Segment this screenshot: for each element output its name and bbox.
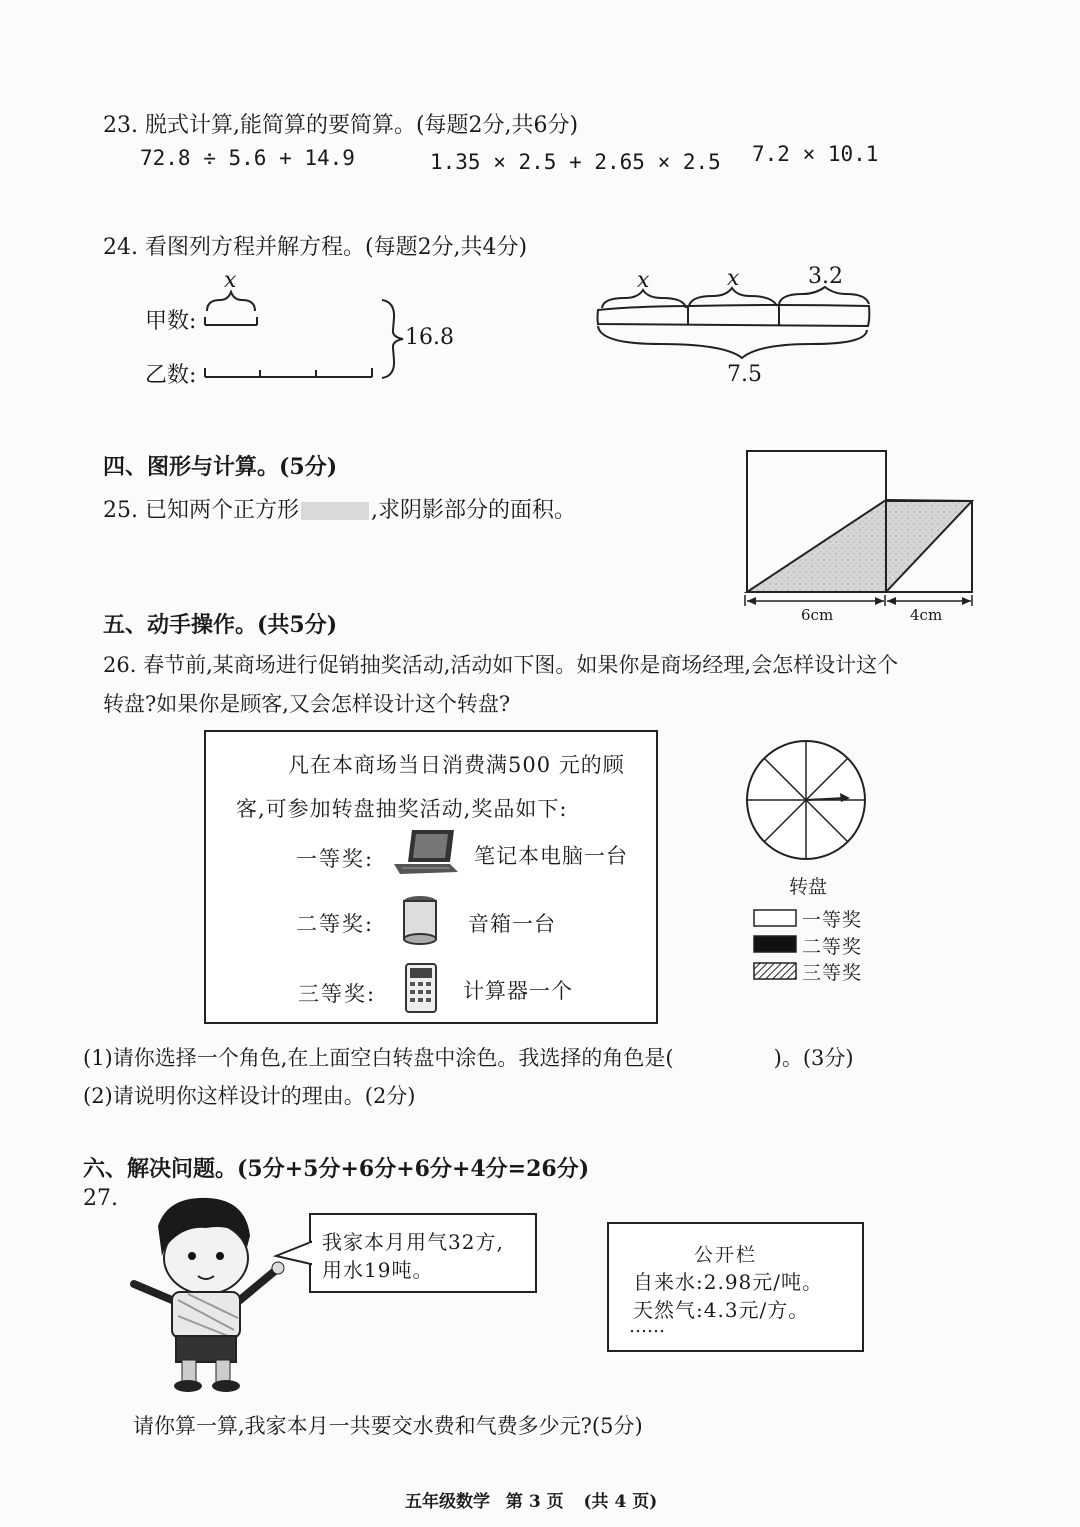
q24-yi-label: 乙数: [145,363,197,388]
prize1-label: 一等奖: [296,847,375,871]
legend-second-prize: 二等奖 [802,936,863,958]
calculator-icon [404,962,438,1014]
q24-left-total: 16.8 [405,325,454,350]
section-4-title: 四、图形与计算。(5分) [103,454,338,480]
notice-title: 公开栏 [694,1244,758,1266]
footer-page: 第 3 页 [505,1492,564,1512]
section-5-title: 五、动手操作。(共5分) [103,612,338,638]
notice-water: 自来水:2.98元/吨。 [633,1270,824,1294]
q23-expr-3: 7.2 × 10.1 [752,142,879,166]
boy-illustration [128,1196,288,1396]
bubble-line2: 用水19吨。 [322,1258,434,1282]
prize2-item: 音箱一台 [468,912,556,936]
promo-line2: 客,可参加转盘抽奖活动,奖品如下: [236,797,568,821]
dim-6cm: 6cm [801,606,834,624]
q24-right-part: 3.2 [808,264,843,289]
speaker-icon [400,894,440,946]
q27-number: 27. [83,1186,118,1211]
q26-sub1-tail: )。(3分) [773,1046,854,1070]
q26-line2: 转盘?如果你是顾客,又会怎样设计这个转盘? [103,692,511,716]
notice-gas: 天然气:4.3元/方。 [633,1298,810,1322]
q24-title: 24. 看图列方程并解方程。(每题2分,共4分) [103,235,528,260]
q24-jia-label: 甲数: [145,309,197,334]
laptop-icon [392,828,462,876]
promo-line1: 凡在本商场当日消费满500 元的顾 [288,753,625,777]
dim-4cm: 4cm [910,606,943,624]
footer-total: (共 4 页) [583,1492,658,1512]
q23-expr-2: 1.35 × 2.5 + 2.65 × 2.5 [430,150,721,174]
q26-sub2: (2)请说明你这样设计的理由。(2分) [83,1084,416,1108]
q24-right-x1: x [637,268,650,293]
prize2-label: 二等奖: [296,912,375,936]
spinner-wheel[interactable] [744,738,868,862]
wheel-label: 转盘 [789,876,828,898]
q25-text-tail: ,求阴影部分的面积。 [370,498,576,523]
prize3-item: 计算器一个 [463,979,573,1003]
q24-right-total: 7.5 [727,362,762,387]
q26-sub1-head: (1)请你选择一个角色,在上面空白转盘中涂色。我选择的角色是( [83,1046,674,1070]
q25-text-head: 25. 已知两个正方形 [103,498,299,523]
legend-third-prize: 三等奖 [802,962,863,984]
footer-subject: 五年级数学 [405,1492,490,1512]
wheel-legend [752,907,798,983]
legend-first-prize: 一等奖 [802,909,863,931]
q23-expr-1: 72.8 ÷ 5.6 + 14.9 [140,146,355,170]
section-6-title: 六、解决问题。(5分+5分+6分+6分+4分=26分) [83,1156,590,1182]
bubble-line1: 我家本月用气32方, [322,1230,504,1254]
prize1-item: 笔记本电脑一台 [474,844,628,868]
q26-line1: 26. 春节前,某商场进行促销抽奖活动,活动如下图。如果你是商场经理,会怎样设计这个 [103,653,899,677]
q27-question: 请你算一算,我家本月一共要交水费和气费多少元?(5分) [133,1414,643,1438]
q24-left-x-label: x [224,268,237,293]
footer [405,1487,657,1512]
prize3-label: 三等奖: [298,982,377,1006]
q26-sub1 [83,1042,854,1072]
q24-right-x2: x [727,266,740,291]
q23-title: 23. 脱式计算,能简算的要简算。(每题2分,共6分) [103,113,579,138]
notice-ellipsis: …… [629,1316,665,1337]
